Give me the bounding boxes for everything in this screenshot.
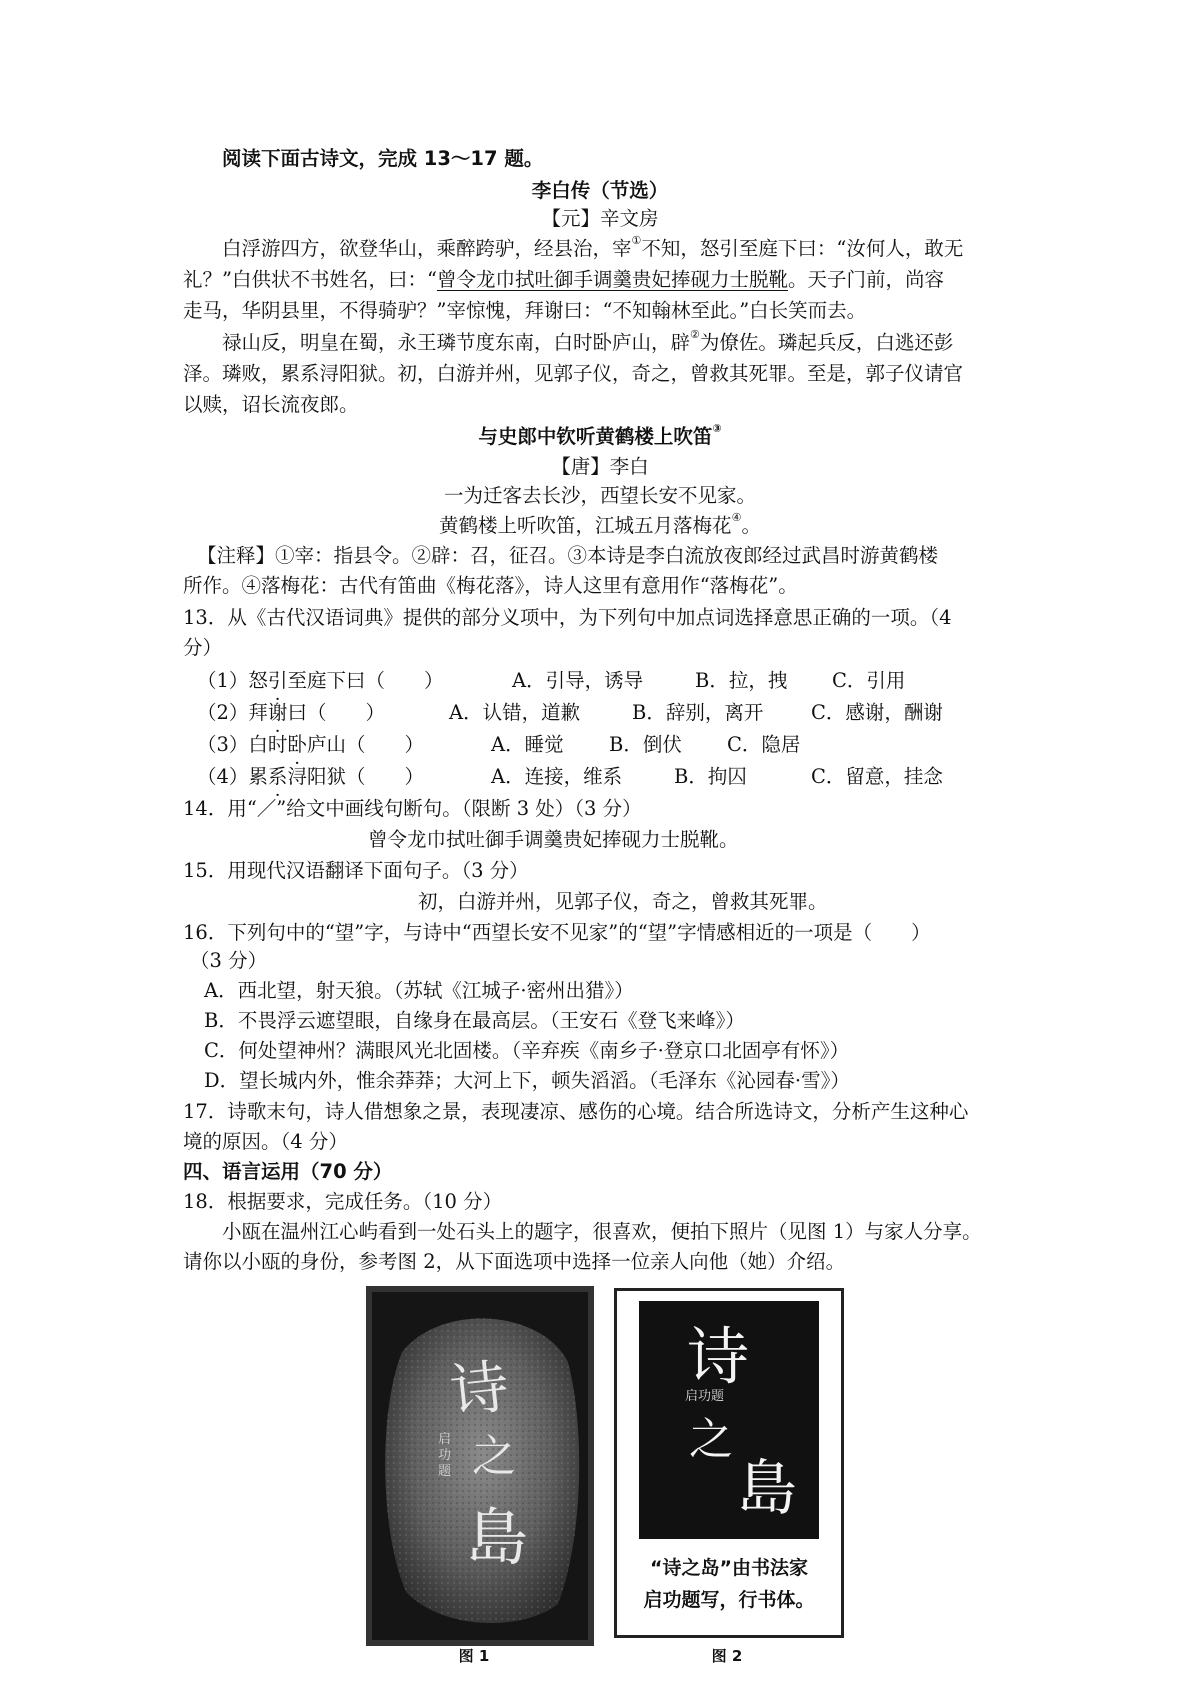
fig1-char-2: 之: [472, 1431, 516, 1482]
fig2-char-1: 诗: [687, 1320, 750, 1393]
q13-item-1-option-b: B．拉，拽: [695, 669, 788, 692]
prose-p2-line1: [222, 328, 953, 358]
fig2-char-3: 島: [737, 1454, 797, 1524]
q17-stem-line1: 17．诗歌末句，诗人借想象之景，表现凄凉、感伤的心境。结合所选诗文，分析产生这种心: [183, 1100, 969, 1123]
prose-p1-line3: 走马，华阴县里，不得骑驴？”宰惊愧，拜谢曰：“不知翰林至此。”白长笑而去。: [183, 299, 867, 322]
q13-item-2-option-b: B．辞别，离开: [632, 701, 764, 724]
q16-stem-line2: （3 分）: [190, 949, 268, 972]
q13-item-4-option-a: A．连接，维系: [491, 765, 623, 788]
q16-option-c: C．何处望神州？满眼风光北固楼。（辛弃疾《南乡子·登京口北固亭有怀》）: [204, 1039, 850, 1062]
q13-item-3: [197, 730, 424, 760]
poem-author: 【唐】李白: [551, 455, 649, 478]
footnote-mark: ④: [731, 511, 742, 524]
q18-paragraph-line2: 请你以小瓯的身份，参考图 2，从下面选项中选择一位亲人向他（她）介绍。: [183, 1250, 846, 1273]
text-span: （3）白时: [197, 733, 288, 756]
fig1-signature: 启功题: [438, 1432, 452, 1479]
q13-item-4-option-c: C．留意，挂念: [811, 765, 943, 788]
fig2-description-line1: “诗之岛”由书法家: [650, 1557, 808, 1579]
text-span: 礼？”白供状不书姓名，曰：“: [183, 268, 437, 291]
text-span: 不知，怒引至庭下曰：“汝何人，敢无: [641, 237, 964, 260]
notes-line1: 【注释】①宰：指县令。②辟：召，征召。③本诗是李白流放夜郎经过武昌时游黄鹤楼: [197, 544, 939, 567]
prose-author: 【元】辛文房: [541, 207, 659, 230]
q13-item-4: [197, 762, 424, 792]
text-span: 至庭下曰（ ）: [287, 669, 444, 692]
text-span: 与史郎中钦听黄鹤楼上吹笛: [478, 425, 713, 448]
figure-2-rubbing: [614, 1288, 844, 1638]
dotted-word: 系: [267, 765, 288, 788]
q16-option-a: A．西北望，射天狼。（苏轼《江城子·密州出猎》）: [204, 979, 634, 1002]
q13-item-1-option-c: C．引用: [832, 669, 906, 692]
q14-stem: 14．用“／”给文中画线句断句。（限断 3 处）（3 分）: [183, 797, 642, 820]
fig2-description-line2: 启功题写，行书体。: [643, 1589, 815, 1611]
q13-item-1-option-a: A．引导，诱导: [512, 669, 644, 692]
dotted-word: 引: [267, 669, 288, 692]
fig1-char-3: 島: [466, 1501, 529, 1574]
q13-item-3-option-c: C．隐居: [727, 733, 801, 756]
q13-item-2-option-a: A．认错，道歉: [449, 701, 581, 724]
q13-item-3-option-a: A．睡觉: [491, 733, 564, 756]
figure-1-photo: [366, 1286, 594, 1646]
poem-title: [0, 422, 1200, 452]
text-span: 白浮游四方，欲登华山，乘醉跨驴，经县治，宰: [222, 237, 632, 260]
q16-stem-line1: 16．下列句中的“望”字，与诗中“西望长安不见家”的“望”字情感相近的一项是（ ）: [183, 921, 931, 944]
q13-item-3-option-b: B．倒伏: [609, 733, 682, 756]
text-span: 。: [741, 514, 761, 537]
q13-item-4-option-b: B．拘囚: [674, 765, 747, 788]
q14-sentence: 曾令龙巾拭吐御手调羹贵妃捧砚力士脱靴。: [368, 828, 739, 851]
q15-sentence: 初，白游并州，见郭子仪，奇之，曾救其死罪。: [418, 890, 828, 913]
fig1-char-1: 诗: [447, 1352, 512, 1426]
footnote-mark: ③: [712, 422, 722, 435]
q16-option-b: B．不畏浮云遮望眼，自缘身在最高层。（王安石《登飞来峰》）: [204, 1009, 745, 1032]
footnote-mark: ①: [631, 234, 642, 247]
prose-p1-line2: [183, 265, 944, 295]
text-span: 浔阳狱（ ）: [287, 765, 424, 788]
notes-line2: 所作。④落梅花：古代有笛曲《梅花落》，诗人这里有意用作“落梅花”。: [183, 574, 798, 597]
fig2-signature: 启功题: [685, 1389, 725, 1404]
q13-item-2-option-c: C．感谢，酬谢: [811, 701, 943, 724]
section-heading: 四、语言运用（70 分）: [183, 1160, 393, 1183]
text-span: 曰（ ）: [287, 701, 385, 724]
text-span: （4）累: [197, 765, 268, 788]
figure-2-caption: 图 2: [711, 1647, 743, 1665]
poem-line2: [0, 511, 1200, 541]
text-span: 。天子门前，尚容: [787, 268, 944, 291]
text-span: （2）拜: [197, 701, 268, 724]
text-span: 庐山（ ）: [306, 733, 424, 756]
prose-p2-line3: 以赎，诏长流夜郎。: [183, 393, 359, 416]
text-span: （1）怒: [197, 669, 268, 692]
reading-intro: 阅读下面古诗文，完成 13～17 题。: [222, 147, 544, 170]
text-span: 为僚佐。璘起兵反，白逃还彭: [699, 331, 954, 354]
q15-stem: 15．用现代汉语翻译下面句子。（3 分）: [183, 859, 529, 882]
q18-paragraph-line1: 小瓯在温州江心屿看到一处石头上的题字，很喜欢，便拍下照片（见图 1）与家人分享。: [222, 1220, 982, 1243]
dotted-word: 谢: [267, 701, 288, 724]
figure-1-caption: 图 1: [458, 1647, 490, 1665]
text-span: 禄山反，明皇在蜀，永王璘节度东南，白时卧庐山，辟: [222, 331, 691, 354]
q13-item-2: [197, 698, 385, 728]
prose-p2-line2: 泽。璘败，累系浔阳狱。初，白游并州，见郭子仪，奇之，曾救其死罪。至是，郭子仪请官: [183, 362, 964, 385]
dotted-word: 卧: [287, 733, 307, 756]
q17-stem-line2: 境的原因。（4 分）: [183, 1130, 348, 1153]
prose-title: 李白传（节选）: [531, 179, 669, 202]
underlined-sentence: 曾令龙巾拭吐御手调羹贵妃捧砚力士脱靴: [436, 268, 788, 291]
prose-p1-line1: [222, 234, 963, 264]
fig2-char-2: 之: [689, 1414, 733, 1465]
q13-item-1: [197, 666, 443, 696]
q18-stem: 18．根据要求，完成任务。（10 分）: [183, 1190, 503, 1213]
q13-stem-line2: 分）: [183, 636, 223, 659]
footnote-mark: ②: [690, 328, 700, 341]
text-span: 黄鹤楼上听吹笛，江城五月落梅花: [439, 514, 732, 537]
q13-stem-line1: 13．从《古代汉语词典》提供的部分义项中，为下列句中加点词选择意思正确的一项。（4: [183, 606, 952, 629]
q16-option-d: D．望长城内外，惟余莽莽；大河上下，顿失滔滔。（毛泽东《沁园春·雪》）: [204, 1069, 850, 1092]
poem-line1: 一为迁客去长沙，西望长安不见家。: [443, 484, 756, 507]
